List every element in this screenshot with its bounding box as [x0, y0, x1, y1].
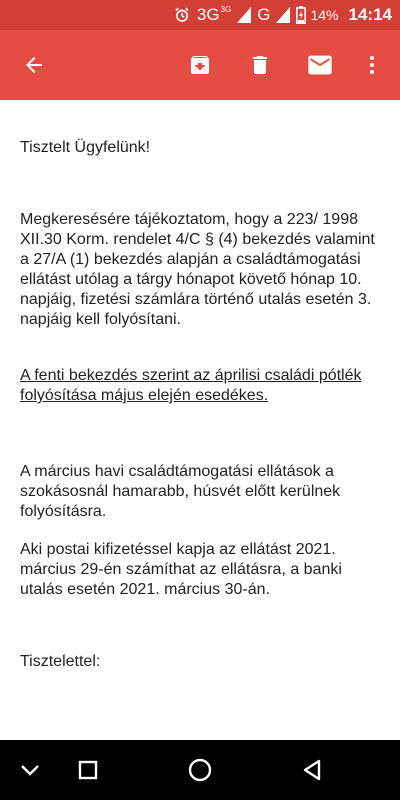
more-options-button[interactable] — [350, 43, 394, 87]
message-greeting: Tisztelt Ügyfelünk! — [20, 139, 151, 156]
signal-icon — [237, 7, 251, 23]
message-paragraph: Aki postai kifizetéssel kapja az ellátást 2021. március 29-én számíthat az ellátásra, a banki utalás esetén 2021. március 30-án. — [20, 541, 342, 598]
message-closing: Tisztelettel: — [20, 653, 101, 670]
more-vert-icon — [360, 53, 384, 77]
archive-button[interactable] — [178, 43, 222, 87]
clock: 14:14 — [348, 5, 392, 24]
recents-button[interactable] — [70, 752, 106, 788]
battery-icon — [296, 6, 306, 24]
delete-button[interactable] — [238, 43, 282, 87]
navigation-bar — [0, 740, 400, 800]
home-circle-icon — [186, 756, 214, 784]
signal-label: G — [257, 5, 271, 24]
network-type — [197, 5, 231, 25]
archive-icon — [188, 53, 212, 77]
alarm-icon — [173, 6, 191, 24]
back-triangle-icon — [299, 757, 325, 783]
app-bar — [0, 30, 400, 100]
message-paragraph: Megkeresésére tájékoztatom, hogy a 223/ 1998 XII.30 Korm. rendelet 4/C § (4) bekezdés valamint a 27/A (1) bekezdés alapján a családtámogatási ellátást utólag a tárgy hónapot követő hónap 10. napjáig, fizetési számlára történő utalás esetén 3. napjáig kell folyósítani. — [20, 211, 375, 328]
recents-square-icon — [77, 759, 99, 781]
system-back-button[interactable] — [294, 752, 330, 788]
trash-icon — [248, 53, 272, 77]
message-body — [20, 100, 380, 740]
signal-icon — [276, 7, 290, 23]
back-arrow-icon — [22, 53, 46, 77]
network-label: 3G — [196, 5, 220, 24]
envelope-icon — [306, 51, 334, 79]
mark-unread-button[interactable] — [298, 43, 342, 87]
message-paragraph: A március havi családtámogatási ellátások a szokásosnál hamarabb, húsvét előtt kerülnek folyósításra. — [20, 463, 341, 520]
chevron-down-icon — [17, 757, 43, 783]
battery-percent: 14% — [310, 7, 339, 23]
home-button[interactable] — [182, 752, 218, 788]
message-paragraph-underlined: A fenti bekezdés szerint az áprilisi családi pótlék folyósítása május elején esedékes. — [20, 367, 362, 404]
back-button[interactable] — [12, 43, 56, 87]
hide-keyboard-button[interactable] — [12, 752, 48, 788]
status-bar — [0, 0, 400, 30]
network-sup: 3G — [220, 4, 232, 14]
